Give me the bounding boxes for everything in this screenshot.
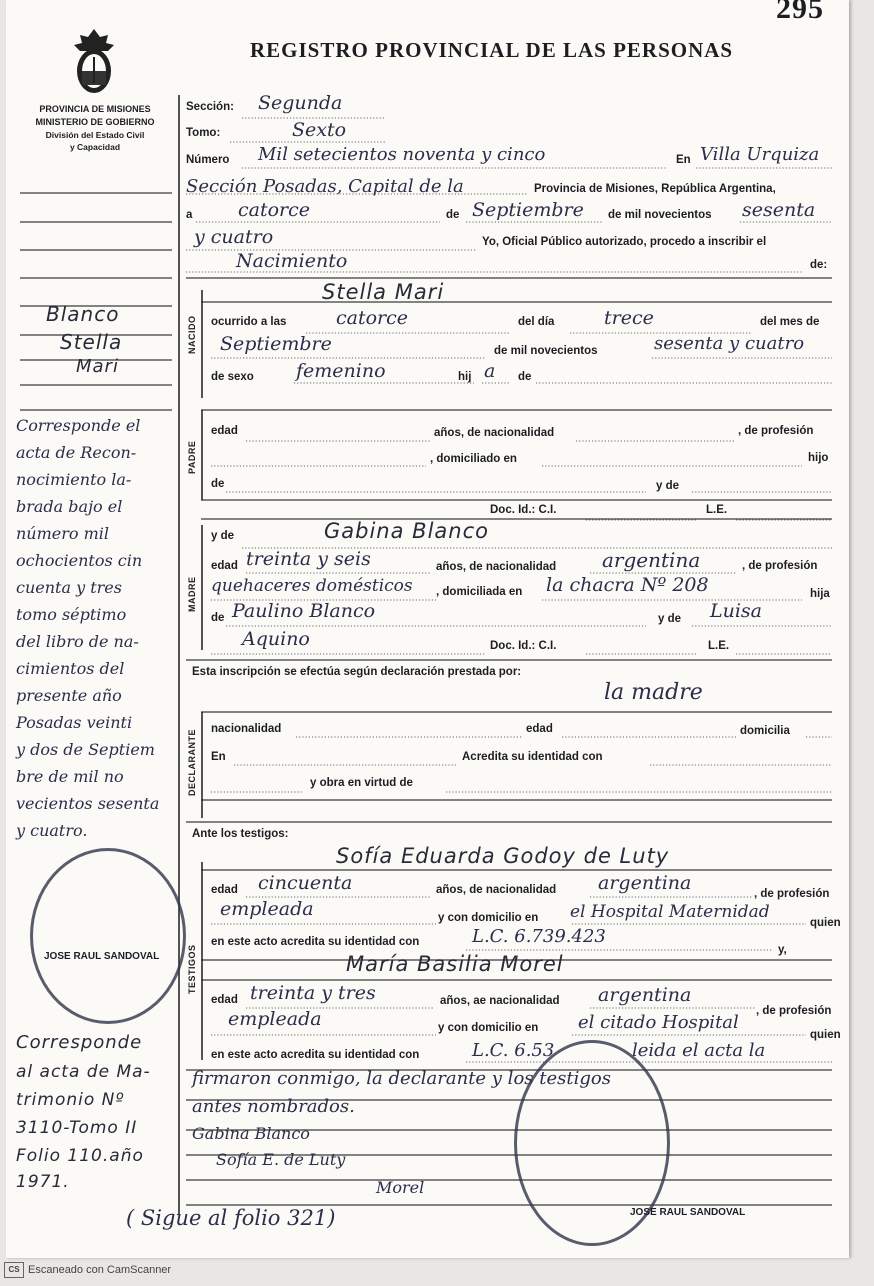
value-seccion-lugar: Sección Posadas, Capital de la [186, 176, 464, 197]
label-padre-de: de [211, 478, 225, 490]
label-t1-quien: quien [810, 917, 841, 929]
margin-note1-line: vecientos sesenta [16, 794, 160, 813]
value-madre-madre-apellido: Aquino [242, 628, 310, 650]
label-madre-edad: edad [211, 560, 238, 572]
margin-note1-line: bre de mil no [16, 767, 124, 786]
section-tag-padre: PADRE [187, 440, 197, 474]
margin-note1-line: cimientos del [16, 659, 125, 678]
label-madre-y-de-2: y de [658, 613, 682, 625]
margin-name-3: Mari [76, 356, 119, 377]
value-madre-profesion: quehaceres domésticos [211, 576, 413, 596]
value-testigo2: María Basilia Morel [346, 952, 564, 976]
value-cierre-1: leida el acta la [632, 1040, 766, 1061]
stamp-name-left: JOSE RAUL SANDOVAL [44, 951, 160, 962]
value-madre-edad: treinta y seis [246, 548, 371, 570]
margin-note1-line: acta de Recon- [16, 443, 137, 462]
margin-note2-line: 1971. [16, 1172, 70, 1192]
margin-note1-line: Posadas veinti [16, 713, 133, 732]
official-seal-left [30, 848, 186, 1024]
margin-note1-line: Corresponde el [16, 416, 141, 435]
document-title: REGISTRO PROVINCIAL DE LAS PERSONAS [250, 38, 734, 62]
page-number: 295 [776, 0, 824, 25]
label-a: a [186, 209, 193, 221]
value-madre-domicilio: la chacra Nº 208 [546, 574, 709, 596]
registry-page [6, 0, 849, 1258]
scanner-footer-text: Escaneado con CamScanner [28, 1263, 172, 1276]
margin-note2-line: al acta de Ma- [16, 1062, 151, 1082]
label-padre-le: L.E. [706, 504, 728, 516]
org-division: División del Estado Civil [45, 130, 145, 140]
margin-note1-line: presente año [16, 686, 122, 705]
value-sexo: femenino [296, 360, 386, 382]
label-de: de [446, 209, 460, 221]
margin-note2-line: trimonio Nº [16, 1090, 125, 1110]
label-padre-y-de: y de [656, 480, 680, 492]
value-tomo: Sexto [292, 119, 347, 141]
section-tag-testigos: TESTIGOS [187, 944, 197, 994]
label-padre-domicilio: , domiciliado en [430, 453, 517, 465]
value-t2-nacionalidad: argentina [598, 984, 692, 1006]
margin-name-1: Blanco [46, 302, 120, 326]
camscanner-logo-icon: CS [4, 1262, 24, 1278]
signature-madre: Gabina Blanco [192, 1124, 310, 1143]
label-padre-doc: Doc. Id.: C.I. [490, 504, 557, 516]
value-testigo1: Sofía Eduarda Godoy de Luty [336, 844, 670, 868]
margin-note2-line: 3110-Tomo II [16, 1118, 138, 1138]
label-madre-profesion: , de profesión [742, 560, 818, 572]
value-t2-documento: L.C. 6.53 [472, 1040, 555, 1061]
value-t1-edad: cincuenta [258, 872, 353, 894]
margin-note1-line: nocimiento la- [16, 470, 132, 489]
value-t1-domicilio: el Hospital Maternidad [570, 902, 770, 922]
value-dia-nac: trece [604, 307, 654, 329]
label-t1-edad: edad [211, 884, 238, 896]
value-hij-sufijo: a [484, 360, 496, 382]
value-anio-1: sesenta [742, 199, 816, 221]
value-nombre: Stella Mari [322, 280, 445, 304]
label-t1-profesion: , de profesión [754, 888, 830, 900]
margin-note2-line: Folio 110.año [16, 1146, 144, 1166]
label-decl-nacionalidad: nacionalidad [211, 723, 282, 735]
label-padre-edad: edad [211, 425, 238, 437]
value-anio-2: y cuatro [194, 226, 274, 248]
label-t1-domicilio: y con domicilio en [438, 912, 539, 924]
label-madre-y-de: y de [211, 530, 235, 542]
label-madre-le: L.E. [708, 640, 730, 652]
label-t2-acredita: en este acto acredita su identidad con [211, 1049, 420, 1061]
label-de-mil-novecientos: de mil novecientos [608, 209, 712, 221]
label-de-colon: de: [810, 259, 828, 271]
value-dia-letras: catorce [238, 199, 311, 221]
label-seccion: Sección: [186, 101, 234, 113]
label-de-3: de [518, 371, 532, 383]
value-t2-edad: treinta y tres [250, 982, 376, 1004]
label-t2-profesion: , de profesión [756, 1005, 832, 1017]
label-padre-nacionalidad: años, de nacionalidad [434, 427, 555, 439]
scanner-footer [0, 1262, 171, 1278]
label-decl-en: En [211, 751, 226, 763]
label-madre-doc: Doc. Id.: C.I. [490, 640, 557, 652]
label-padre-hijo: hijo [808, 452, 829, 464]
margin-note1-line: brada bajo el [16, 497, 123, 516]
value-numero: Mil setecientos noventa y cinco [258, 144, 546, 165]
value-madre-madre: Luisa [710, 600, 763, 622]
org-ministry: MINISTERIO DE GOBIERNO [35, 117, 155, 127]
value-cierre-3: antes nombrados. [192, 1096, 355, 1117]
label-esta-inscripcion: Esta inscripción se efectúa según declaración prestada por: [192, 666, 522, 678]
label-numero: Número [186, 154, 230, 166]
label-madre-de: de [211, 612, 225, 624]
label-tomo: Tomo: [186, 127, 221, 139]
signature-testigo1: Sofía E. de Luty [216, 1150, 346, 1169]
margin-note1-line: cuenta y tres [16, 578, 122, 597]
label-t2-edad: edad [211, 994, 238, 1006]
section-tag-nacido: NACIDO [187, 315, 197, 354]
margin-note1-line: del libro de na- [16, 632, 139, 651]
value-t1-documento: L.C. 6.739.423 [472, 926, 606, 947]
label-t2-domicilio: y con domicilio en [438, 1022, 539, 1034]
label-de-mil-nov-2: de mil novecientos [494, 345, 598, 357]
label-decl-edad: edad [526, 723, 553, 735]
label-t2-nacionalidad: años, ae nacionalidad [440, 995, 560, 1007]
margin-note1-line: tomo séptimo [16, 605, 127, 624]
label-de-sexo: de sexo [211, 371, 254, 383]
label-madre-nacionalidad: años, de nacionalidad [436, 561, 557, 573]
value-mes-nac: Septiembre [220, 333, 332, 355]
label-t1-nacionalidad: años, de nacionalidad [436, 884, 557, 896]
value-declarante: la madre [604, 680, 703, 705]
value-seccion: Segunda [258, 92, 343, 114]
label-hij: hij [458, 371, 472, 383]
value-mes: Septiembre [472, 199, 584, 221]
margin-note1-line: y dos de Septiem [16, 740, 155, 759]
margin-note1-line: y cuatro. [16, 821, 88, 840]
label-ocurrido: ocurrido a las [211, 316, 287, 328]
value-madre-nombre: Gabina Blanco [324, 519, 489, 543]
label-t1-acredita: en este acto acredita su identidad con [211, 936, 420, 948]
org-capacity: y Capacidad [69, 142, 121, 152]
value-anio-nac: sesenta y cuatro [654, 333, 805, 354]
value-hora: catorce [336, 307, 409, 329]
value-t2-domicilio: el citado Hospital [578, 1012, 739, 1033]
section-tag-madre: MADRE [187, 576, 197, 612]
label-t1-y: y, [778, 944, 787, 956]
label-ante-testigos: Ante los testigos: [192, 828, 289, 840]
label-madre-hija: hija [810, 588, 830, 600]
value-t1-nacionalidad: argentina [598, 872, 692, 894]
value-madre-padre: Paulino Blanco [232, 600, 376, 622]
label-del-dia: del día [518, 316, 555, 328]
label-decl-acredita: Acredita su identidad con [462, 751, 603, 763]
label-del-mes: del mes de [760, 316, 820, 328]
margin-name-2: Stella [60, 330, 123, 354]
org-province: PROVINCIA DE MISIONES [39, 104, 151, 114]
value-cierre-2: firmaron conmigo, la declarante y los testigos [192, 1068, 611, 1089]
value-continua: ( Sigue al folio 321) [126, 1206, 336, 1230]
label-t2-quien: quien [810, 1029, 841, 1041]
value-t2-profesion: empleada [228, 1008, 322, 1030]
margin-note1-line: ochocientos cin [16, 551, 143, 570]
label-en: En [676, 154, 691, 166]
label-decl-y-obra: y obra en virtud de [310, 777, 413, 789]
margin-note1-line: número mil [16, 524, 110, 543]
value-t1-profesion: empleada [220, 898, 314, 920]
label-decl-domicilia: domicilia [740, 725, 790, 737]
label-yo-oficial: Yo, Oficial Público autorizado, procedo a inscribir el [482, 236, 767, 248]
value-acto: Nacimiento [236, 250, 348, 272]
label-madre-domicilio: , domiciliada en [436, 586, 523, 598]
value-madre-nacionalidad: argentina [602, 548, 701, 572]
signature-testigo2: Morel [376, 1178, 425, 1197]
label-padre-profesion: , de profesión [738, 425, 814, 437]
value-en-lugar: Villa Urquiza [700, 144, 820, 165]
section-tag-declarante: DECLARANTE [187, 729, 197, 796]
stamp-name-bottom: JOSE RAUL SANDOVAL [630, 1207, 746, 1218]
label-provincia: Provincia de Misiones, República Argentina, [534, 183, 776, 195]
margin-note2-line: Corresponde [16, 1032, 143, 1053]
